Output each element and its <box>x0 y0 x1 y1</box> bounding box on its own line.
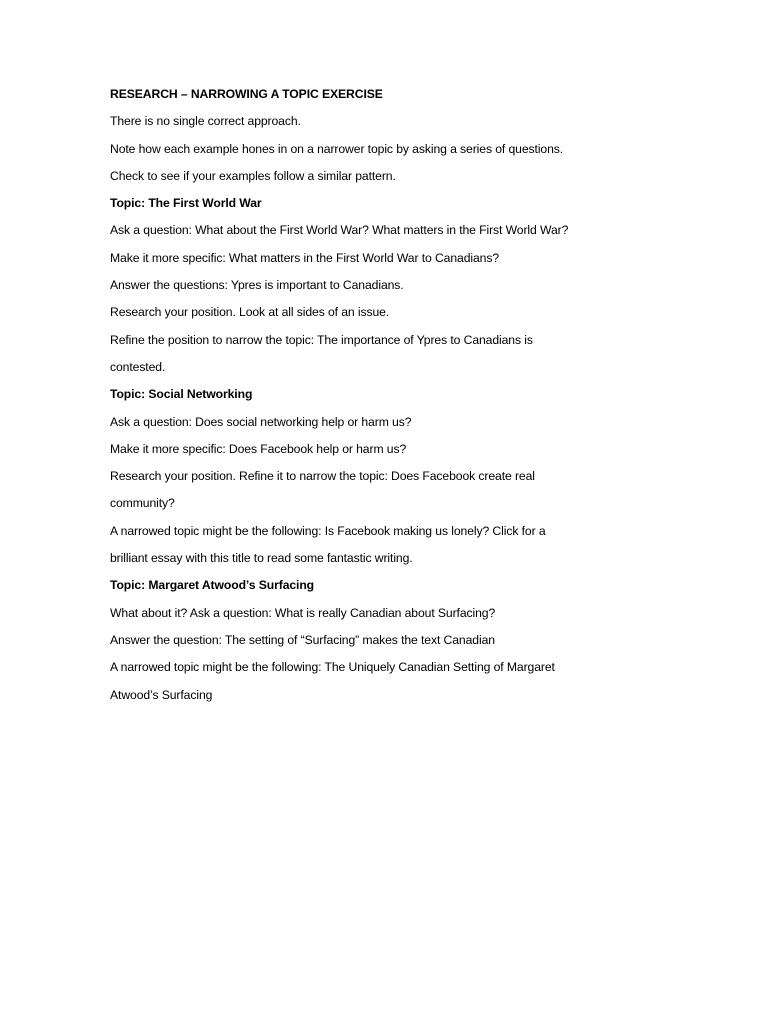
text-line: Answer the questions: Ypres is important to Canadians. <box>110 278 404 293</box>
text-line: Answer the question: The setting of “Surfacing” makes the text Canadian <box>110 632 495 647</box>
text-line: Ask a question: Does social networking help or harm us? <box>110 414 412 429</box>
text-line: A narrowed topic might be the following: The Uniquely Canadian Setting of Margaret <box>110 660 555 675</box>
document-body <box>110 84 670 712</box>
text-line: Ask a question: What about the First World War? What matters in the First World War? <box>110 223 569 238</box>
intro-line: Check to see if your examples follow a similar pattern. <box>110 168 396 183</box>
topic-heading-first-world-war: Topic: The First World War <box>110 196 262 211</box>
text-line: A narrowed topic might be the following: Is Facebook making us lonely? Click for a <box>110 523 546 538</box>
topic-heading-surfacing: Topic: Margaret Atwood’s Surfacing <box>110 578 315 593</box>
text-line: Research your position. Refine it to narrow the topic: Does Facebook create real <box>110 469 535 484</box>
topic-heading-social-networking: Topic: Social Networking <box>110 387 253 402</box>
text-line: community? <box>110 496 175 511</box>
intro-line: There is no single correct approach. <box>110 114 301 129</box>
text-line: Research your position. Look at all sides of an issue. <box>110 305 390 320</box>
text-line: Atwood’s Surfacing <box>110 687 213 702</box>
document-title: RESEARCH – NARROWING A TOPIC EXERCISE <box>110 87 383 101</box>
text-line: Refine the position to narrow the topic: The importance of Ypres to Canadians is <box>110 332 533 347</box>
text-line: What about it? Ask a question: What is really Canadian about Surfacing? <box>110 605 496 620</box>
intro-line: Note how each example hones in on a narrower topic by asking a series of questions. <box>110 141 564 156</box>
text-line: brilliant essay with this title to read some fantastic writing. <box>110 551 413 566</box>
text-line: contested. <box>110 359 166 374</box>
text-line: Make it more specific: What matters in the First World War to Canadians? <box>110 250 500 265</box>
text-line: Make it more specific: Does Facebook help or harm us? <box>110 441 407 456</box>
